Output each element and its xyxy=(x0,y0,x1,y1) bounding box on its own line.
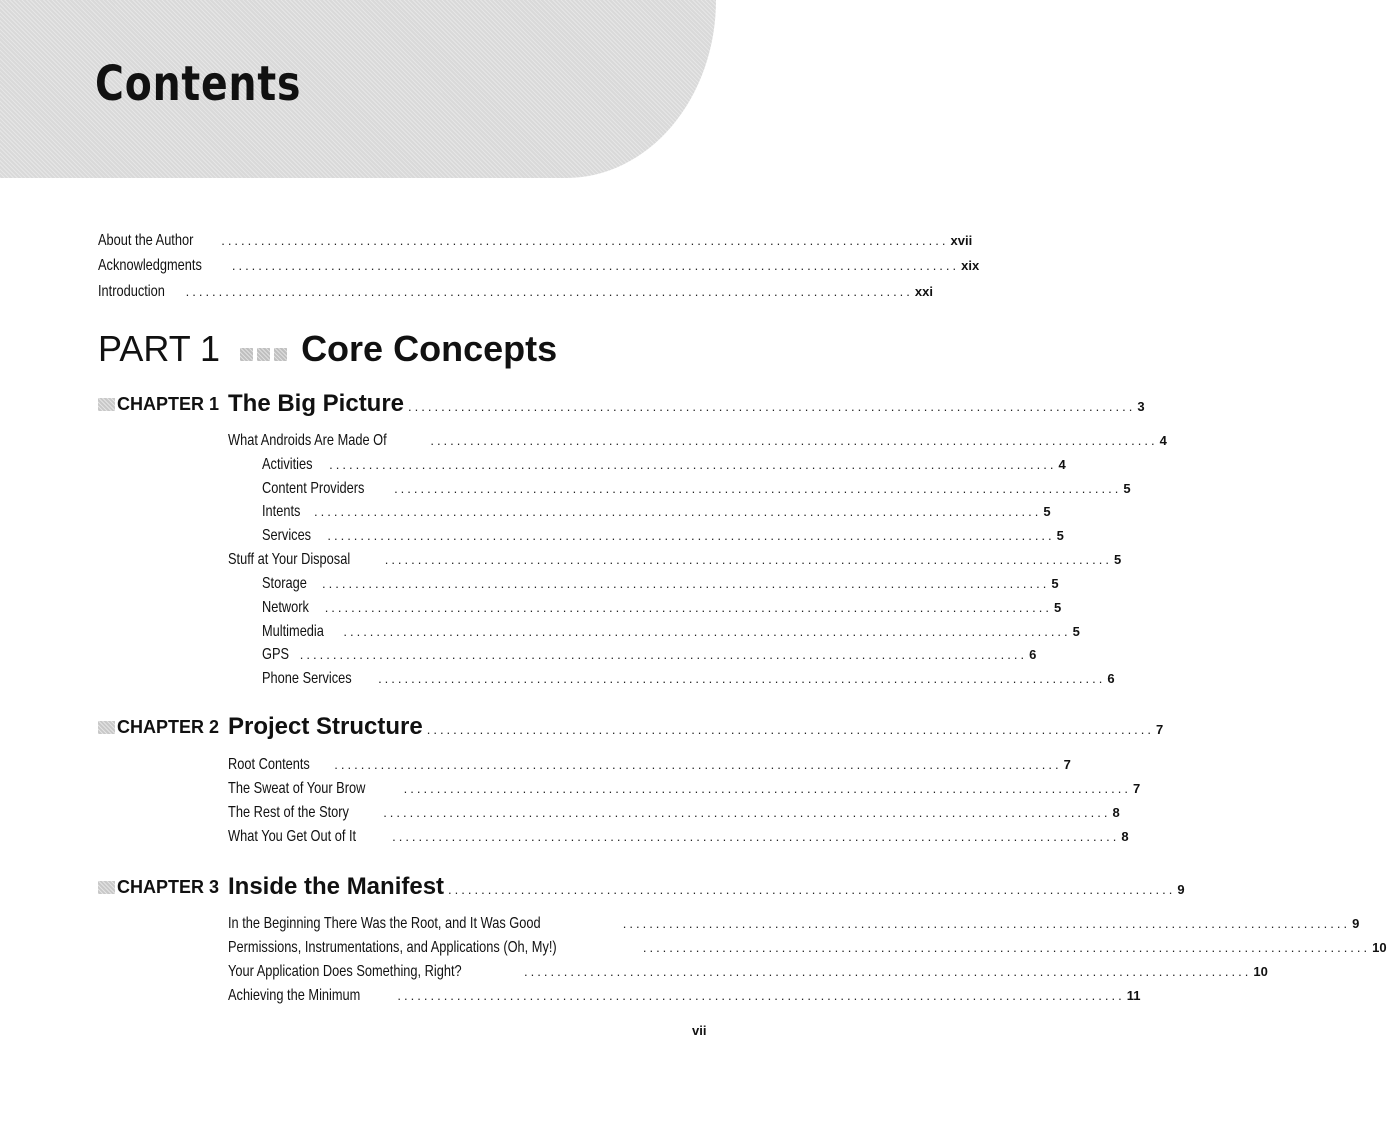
toc-entry-label: Multimedia xyxy=(262,623,324,640)
toc-entry-label: Phone Services xyxy=(262,670,352,687)
toc-page-number: 9 xyxy=(1177,882,1185,897)
toc-entry[interactable] xyxy=(262,527,1064,545)
chapter-label xyxy=(98,877,219,898)
toc-entry[interactable] xyxy=(228,432,1167,450)
toc-page-number: 8 xyxy=(1121,829,1129,844)
toc-page-number: 5 xyxy=(1056,528,1064,543)
dot-leader: .............................................................................................................. xyxy=(392,829,1120,844)
toc-entry[interactable] xyxy=(262,503,1051,521)
toc-entry-label: Intents xyxy=(262,503,301,520)
toc-entry-label: Achieving the Minimum xyxy=(228,987,361,1004)
toc-page-number: 11 xyxy=(1126,988,1141,1003)
toc-entry[interactable] xyxy=(262,599,1062,617)
toc-entry-label: Activities xyxy=(262,456,313,473)
toc-entry[interactable] xyxy=(228,939,1387,957)
dot-leader: .............................................................................................................. xyxy=(403,781,1131,796)
toc-entry-label: GPS xyxy=(262,646,290,663)
toc-page-number: xxi xyxy=(914,284,933,299)
toc-entry-label: The Rest of the Story xyxy=(228,804,349,821)
toc-entry[interactable] xyxy=(228,915,1360,933)
toc-page-number: 7 xyxy=(1132,781,1141,796)
chapter-title-entry[interactable] xyxy=(228,873,1185,901)
dot-leader: .............................................................................................................. xyxy=(327,528,1055,543)
toc-entry-label: Acknowledgments xyxy=(98,257,202,274)
chapter-label xyxy=(98,394,219,415)
toc-entry-label: Root Contents xyxy=(228,756,310,773)
toc-page-number: xvii xyxy=(950,233,973,248)
toc-entry[interactable] xyxy=(98,283,933,301)
dot-leader: .............................................................................................................. xyxy=(394,481,1122,496)
dot-leader: .............................................................................................................. xyxy=(231,258,960,273)
toc-entry-label: What You Get Out of It xyxy=(228,828,357,845)
dot-leader: .............................................................................................................. xyxy=(383,805,1111,820)
toc-entry[interactable] xyxy=(228,804,1120,822)
chapter-title: Inside the Manifest xyxy=(228,873,445,900)
toc-entry[interactable] xyxy=(98,257,980,275)
dot-leader: .............................................................................................................. xyxy=(221,233,949,248)
toc-entry-label: Stuff at Your Disposal xyxy=(228,551,351,568)
toc-page-number: 5 xyxy=(1072,624,1080,639)
toc-entry[interactable] xyxy=(98,232,973,250)
toc-page-number: 7 xyxy=(1063,757,1071,772)
chapter-number: CHAPTER 2 xyxy=(117,717,220,737)
toc-entry-label: The Sweat of Your Brow xyxy=(228,780,366,797)
toc-entry-label: Services xyxy=(262,527,312,544)
toc-entry[interactable] xyxy=(262,480,1131,498)
toc-page-number: 9 xyxy=(1352,916,1360,931)
part-title: Core Concepts xyxy=(301,328,558,369)
chapter-marker-icon xyxy=(98,721,115,734)
chapter-title-entry[interactable] xyxy=(228,713,1164,741)
toc-entry[interactable] xyxy=(228,780,1141,798)
page-title: Contents xyxy=(95,56,302,112)
toc-entry-label: Storage xyxy=(262,575,307,592)
dot-leader: .............................................................................................................. xyxy=(329,457,1057,472)
dot-leader: .............................................................................................................. xyxy=(334,757,1062,772)
toc-entry[interactable] xyxy=(262,575,1059,593)
chapter-marker-icon xyxy=(98,398,115,411)
toc-entry-label: Your Application Does Something, Right? xyxy=(228,963,462,980)
toc-entry-label: Permissions, Instrumentations, and Applications (Oh, My!) xyxy=(228,939,557,956)
toc-page-number: 10 xyxy=(1372,940,1387,955)
chapter-title: The Big Picture xyxy=(228,390,405,417)
dot-leader: .............................................................................................................. xyxy=(397,988,1125,1003)
dot-leader: .............................................................................................................. xyxy=(299,647,1028,662)
toc-entry-label: Introduction xyxy=(98,283,165,300)
toc-page-number: 4 xyxy=(1058,457,1066,472)
toc-page-number: 4 xyxy=(1159,433,1167,448)
chapter-number: CHAPTER 3 xyxy=(117,877,220,897)
chapter-number: CHAPTER 1 xyxy=(117,394,220,414)
chapter-marker-icon xyxy=(98,881,115,894)
toc-entry[interactable] xyxy=(228,828,1129,846)
dot-leader: .............................................................................................................. xyxy=(408,399,1136,414)
toc-page-number: 5 xyxy=(1051,576,1059,591)
chapter-title-entry[interactable] xyxy=(228,390,1145,418)
toc-page-number: 3 xyxy=(1137,399,1145,414)
toc-page-number: 8 xyxy=(1112,805,1120,820)
toc-entry[interactable] xyxy=(228,987,1141,1005)
dot-leader: .............................................................................................................. xyxy=(322,576,1050,591)
toc-entry-label: Network xyxy=(262,599,309,616)
toc-entry[interactable] xyxy=(228,551,1122,569)
toc-entry[interactable] xyxy=(262,623,1080,641)
dot-leader: .............................................................................................................. xyxy=(448,882,1176,897)
dot-leader: .............................................................................................................. xyxy=(622,916,1351,931)
part-heading xyxy=(98,328,557,370)
toc-entry-label: In the Beginning There Was the Root, and It Was Good xyxy=(228,915,541,932)
dot-leader: .............................................................................................................. xyxy=(378,671,1106,686)
toc-page-number: 6 xyxy=(1107,671,1115,686)
dot-leader: .............................................................................................................. xyxy=(430,433,1158,448)
dot-leader: .............................................................................................................. xyxy=(426,722,1155,737)
chapter-title: Project Structure xyxy=(228,713,423,740)
dot-leader: .............................................................................................................. xyxy=(642,940,1371,955)
toc-entry[interactable] xyxy=(228,756,1071,774)
part-label: PART 1 xyxy=(98,328,221,369)
toc-page-number: xix xyxy=(961,258,980,273)
dot-leader: .............................................................................................................. xyxy=(343,624,1071,639)
toc-entry-label: Content Providers xyxy=(262,480,365,497)
toc-page-number: 5 xyxy=(1123,481,1131,496)
toc-entry[interactable] xyxy=(262,456,1066,474)
toc-entry-label: What Androids Are Made Of xyxy=(228,432,387,449)
toc-page-number: 7 xyxy=(1156,722,1164,737)
toc-entry[interactable] xyxy=(262,670,1115,688)
part-separator-icon xyxy=(240,348,287,361)
toc-page-number: 6 xyxy=(1029,647,1037,662)
toc-page-number: 10 xyxy=(1253,964,1268,979)
page-folio: vii xyxy=(692,1023,707,1038)
chapter-label xyxy=(98,717,219,738)
dot-leader: .............................................................................................................. xyxy=(324,600,1052,615)
toc-page-number: 5 xyxy=(1043,504,1051,519)
toc-entry-label: About the Author xyxy=(98,232,194,249)
dot-leader: .............................................................................................................. xyxy=(524,964,1252,979)
dot-leader: .............................................................................................................. xyxy=(384,552,1113,567)
dot-leader: .............................................................................................................. xyxy=(314,504,1042,519)
toc-page-number: 5 xyxy=(1054,600,1062,615)
toc-page-number: 5 xyxy=(1114,552,1122,567)
toc-entry[interactable] xyxy=(228,963,1268,981)
dot-leader: .............................................................................................................. xyxy=(185,284,913,299)
toc-entry[interactable] xyxy=(262,646,1037,664)
